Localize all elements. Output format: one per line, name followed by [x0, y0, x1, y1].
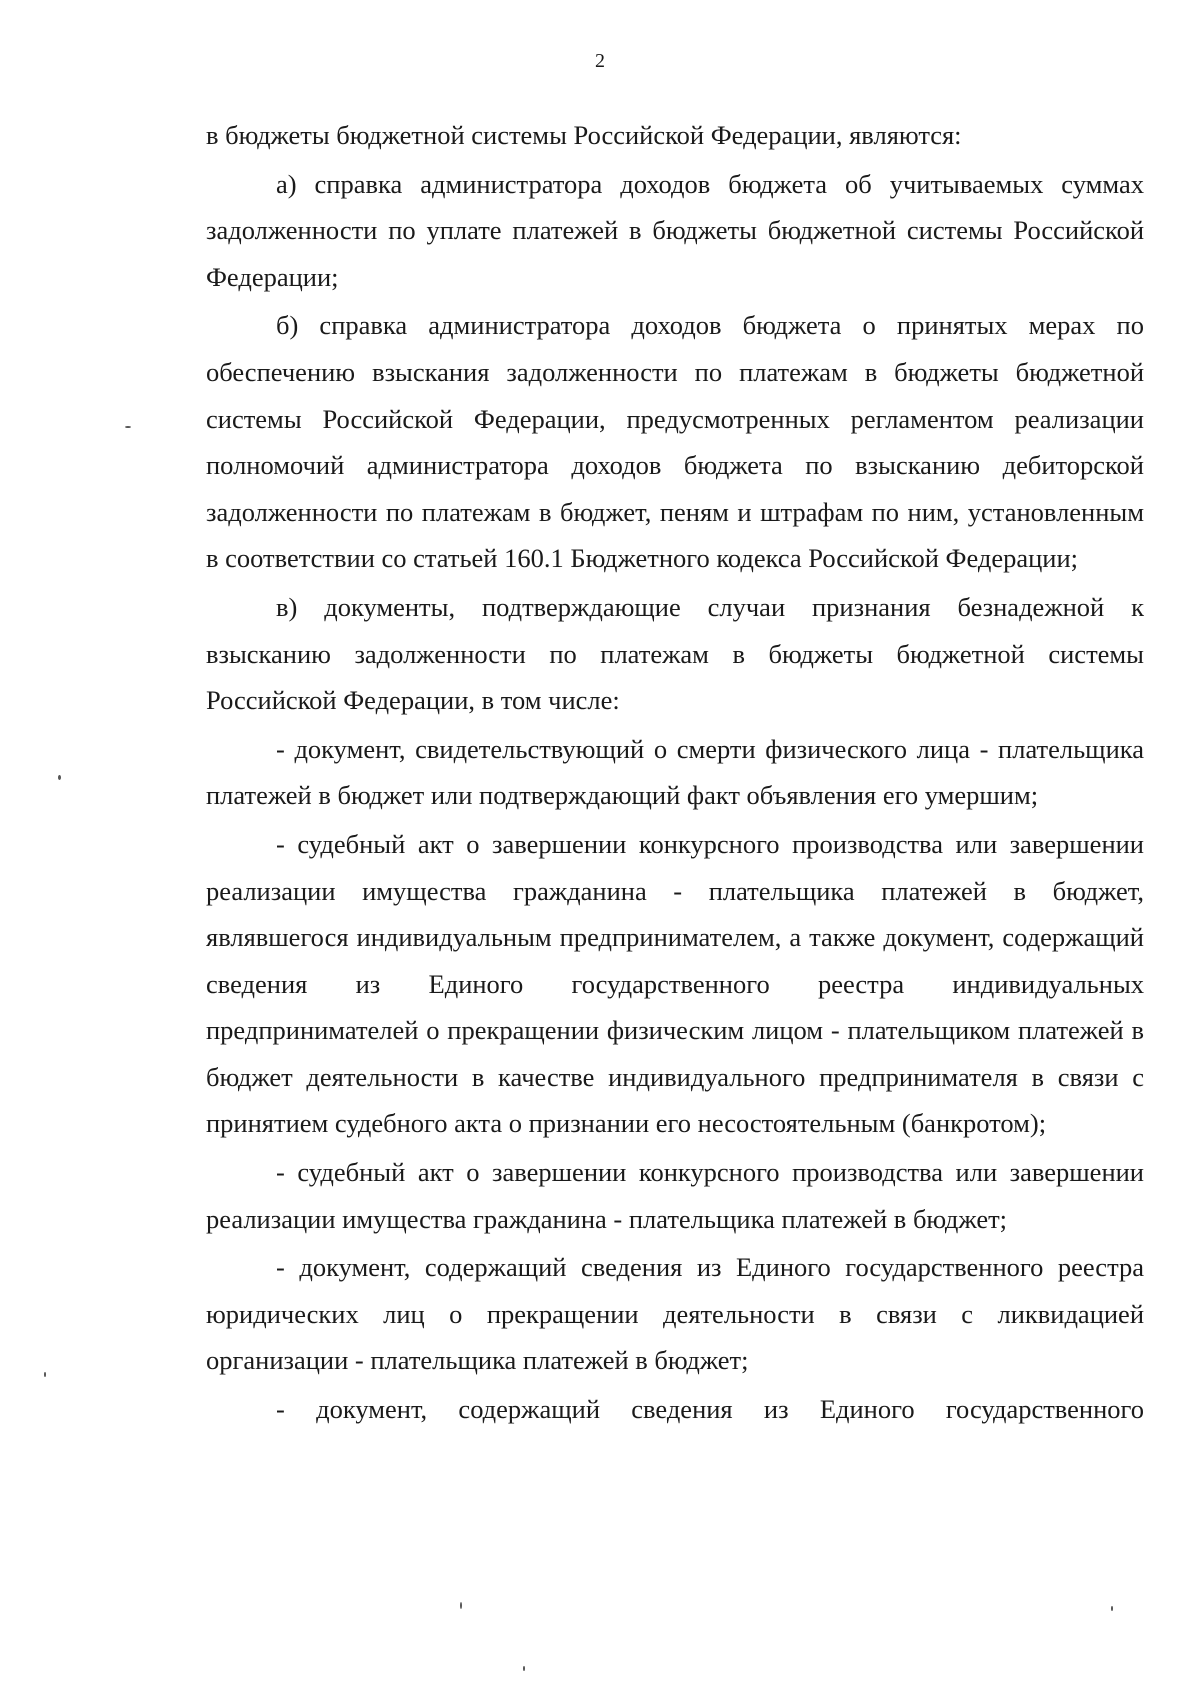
page-number: 2: [595, 50, 605, 72]
scan-speck: [1111, 1606, 1113, 1611]
document-body: [206, 112, 1144, 1435]
paragraph-item-b: б) справка администратора доходов бюджета о принятых мерах по обеспечению взыскания задолженности по платежам в бюджеты бюджетной системы Российской Федерации, предусмотренных регламентом реализации полномочий администратора доходов бюджета по взысканию дебиторской задолженности по платежам в бюджет, пеням и штрафам по ним, установленным в соответствии со статьей 160.1 Бюджетного кодекса Российской Федерации;: [206, 310, 1144, 574]
paragraph-dash-legal-entity-liquidation: - документ, содержащий сведения из Единого государственного реестра юридических лиц о прекращении деятельности в связи с ликвидацией организации - плательщика платежей в бюджет;: [206, 1252, 1144, 1376]
paragraph-dash-death-document: - документ, свидетельствующий о смерти физического лица - плательщика платежей в бюджет или подтверждающий факт объявления его умершим;: [206, 733, 1144, 811]
paragraph-intro: в бюджеты бюджетной системы Российской Федерации, являются:: [206, 120, 962, 150]
scan-speck: [460, 1602, 462, 1609]
scan-speck: [58, 775, 61, 780]
scan-speck: [44, 1372, 46, 1377]
paragraph-dash-registry-document: - документ, содержащий сведения из Единого государственного: [276, 1394, 1144, 1425]
paragraph-dash-bankruptcy-entrepreneur: - судебный акт о завершении конкурсного производства или завершении реализации имущества гражданина - плательщика платежей в бюджет, являвшегося индивидуальным предпринимателем, а также документ, содержащий сведения из Единого государственного реестра индивидуальных предпринимателей о прекращении физическим лицом - плательщиком платежей в бюджет деятельности в качестве индивидуального предпринимателя в связи с принятием судебного акта о признании его несостоятельным (банкротом);: [206, 828, 1144, 1139]
paragraph-item-a: а) справка администратора доходов бюджета об учитываемых суммах задолженности по уплате платежей в бюджеты бюджетной системы Российской Федерации;: [206, 168, 1144, 292]
paragraph-dash-bankruptcy-citizen: - судебный акт о завершении конкурсного производства или завершении реализации имущества гражданина - плательщика платежей в бюджет;: [206, 1157, 1144, 1234]
paragraph-item-v: в) документы, подтверждающие случаи признания безнадежной к взысканию задолженности по платежам в бюджеты бюджетной системы Российской Федерации, в том числе:: [206, 591, 1144, 716]
scan-speck: [125, 426, 131, 428]
scan-speck: [523, 1666, 525, 1671]
